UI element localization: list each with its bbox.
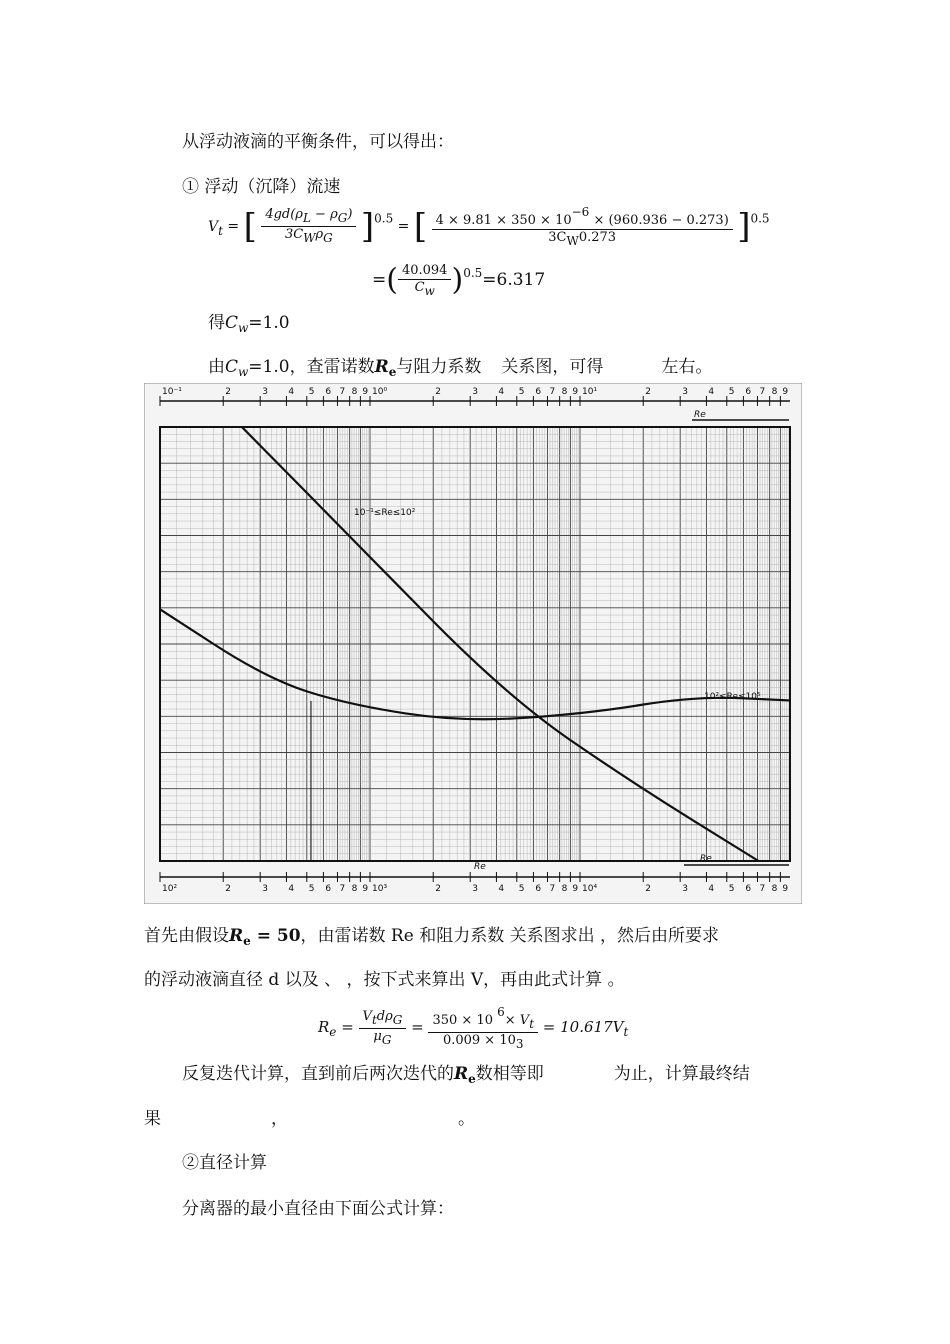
top-axis-tick-label: 3 [262, 387, 268, 397]
bottom-axis-tick-label: 10⁴ [582, 884, 598, 894]
item-diameter-calculation: ②直径计算 [182, 1153, 267, 1173]
top-axis-tick-label: 5 [308, 387, 315, 397]
bottom-axis-tick-label: 8 [351, 884, 358, 894]
bottom-axis-tick-label: 5 [728, 884, 735, 894]
top-axis-tick-label: 2 [225, 387, 231, 397]
top-axis-tick-label: 8 [771, 387, 778, 397]
top-axis-tick-label: 5 [518, 387, 525, 397]
top-axis-tick-label: 8 [561, 387, 568, 397]
formula-fraction-numeric: $\frac{4 \times 9.81 \times 350 \times 10-6 \times (960.936 - 0.273)}{3CW0.273}$ [432, 204, 733, 249]
bottom-axis-tick-label: 7 [339, 884, 346, 894]
top-axis-tick-label: 9 [782, 387, 789, 397]
paragraph-iteration-cont: 果 ， 。 [144, 1109, 475, 1129]
chart-grid [160, 427, 790, 861]
bottom-axis-tick-label: 7 [549, 884, 556, 894]
bottom-axis-tick-label: 10³ [372, 884, 388, 894]
bottom-axis-tick-label: 7 [759, 884, 766, 894]
bottom-arrow-label: Re [700, 854, 712, 864]
bottom-axis-tick-label: 2 [225, 884, 231, 894]
top-axis-tick-label: 4 [498, 387, 505, 397]
paragraph-assumption: 首先由假设$R_e = 50$，由雷诺数 Re 和阻力系数 关系图求出 ，然后由所要求 [144, 926, 720, 948]
top-axis-tick-label: 7 [339, 387, 346, 397]
bottom-axis-tick-label: 8 [771, 884, 778, 894]
top-axis-tick-label: 9 [362, 387, 369, 397]
bottom-axis-tick-label: 5 [308, 884, 315, 894]
top-axis-tick-label: 7 [759, 387, 766, 397]
drag-coefficient-chart [144, 383, 802, 904]
formula-settling-velocity: Vt = [ $\frac{4gd(\rho L - \rho G)}{\text{3CWρG}}$ ]0.5 = [ $\frac{4 \times 9.81 \times 350 \times 10-6 \times (960.936 - 0.273)}{3CW0.273}$ ]0.5 [208, 205, 770, 248]
series-label-low: 10⁻¹≤Re≤10² [354, 508, 416, 518]
bottom-axis-tick-label: 9 [362, 884, 369, 894]
top-axis-tick-label: 2 [645, 387, 651, 397]
line-cw-value: 得$C_w=1.0$ [208, 313, 290, 335]
bottom-axis-tick-label: 9 [572, 884, 579, 894]
bottom-axis-tick-label: 4 [498, 884, 505, 894]
top-axis-tick-label: 10¹ [582, 387, 598, 397]
item-settling-velocity: ① 浮动（沉降）流速 [182, 177, 341, 197]
paragraph-equilibrium: 从浮动液滴的平衡条件，可以得出： [182, 132, 454, 152]
series-label-high: 10²≤Re≤10⁵ [704, 692, 761, 702]
paragraph-min-diameter: 分离器的最小直径由下面公式计算： [182, 1199, 454, 1219]
top-axis-tick-label: 3 [682, 387, 688, 397]
bottom-axis-tick-label: 4 [288, 884, 295, 894]
top-axis-tick-label: 6 [745, 387, 752, 397]
bottom-axis-tick-label: 2 [645, 884, 651, 894]
top-axis-tick-label: 8 [351, 387, 358, 397]
formula-velocity-result: =( $\frac{40.094}{Cw}$ )$^{0.5}$=6.317 [372, 262, 546, 298]
top-axis-tick-label: 6 [535, 387, 542, 397]
paragraph-assumption-cont: 的浮动液滴直径 d 以及 、 ，按下式来算出 V，再由此式计算 。 [144, 970, 625, 990]
bottom-axis-label: Re [474, 862, 486, 872]
top-axis-tick-label: 4 [708, 387, 715, 397]
top-axis-tick-label: 10⁻¹ [162, 387, 182, 397]
line-lookup-chart: 由$C_w=1.0$，查雷诺数$R_e$与阻力系数 关系图，可得 左右。 [208, 357, 713, 379]
formula-vt: Vt [208, 218, 223, 238]
formula-reynolds: $R_e$ = $\frac{\text{VtdρG}}{\mu G}$ = $\frac{350 \times 10 6\times Vt}{0.009 \times 103}$ = $10.617V_t$ [318, 1005, 629, 1051]
top-axis-tick-label: 2 [435, 387, 441, 397]
top-axis-tick-label: 5 [728, 387, 735, 397]
bottom-axis-tick-label: 3 [262, 884, 268, 894]
bottom-axis-tick-label: 6 [535, 884, 542, 894]
top-axis-label: Re [694, 410, 706, 420]
top-axis-tick-label: 7 [549, 387, 556, 397]
bottom-axis-tick-label: 8 [561, 884, 568, 894]
bottom-axis-tick-label: 6 [325, 884, 332, 894]
bottom-axis-tick-label: 3 [682, 884, 688, 894]
bottom-axis-tick-label: 4 [708, 884, 715, 894]
formula-fraction-general: $\frac{4gd(\rho L - \rho G)}{\text{3CWρG}}$ [261, 207, 356, 246]
bottom-axis-tick-label: 5 [518, 884, 525, 894]
bottom-axis-tick-label: 6 [745, 884, 752, 894]
top-axis-tick-label: 6 [325, 387, 332, 397]
top-axis-tick-label: 10⁰ [372, 387, 388, 397]
top-axis-tick-label: 9 [572, 387, 579, 397]
top-axis-tick-label: 4 [288, 387, 295, 397]
bottom-axis-tick-label: 9 [782, 884, 789, 894]
paragraph-iteration: 反复迭代计算，直到前后两次迭代的$R_e$数相等即 为止，计算最终结 [182, 1064, 750, 1086]
bottom-axis-tick-label: 10² [162, 884, 178, 894]
bottom-axis-tick-label: 3 [472, 884, 478, 894]
top-axis-tick-label: 3 [472, 387, 478, 397]
bottom-axis-tick-label: 2 [435, 884, 441, 894]
